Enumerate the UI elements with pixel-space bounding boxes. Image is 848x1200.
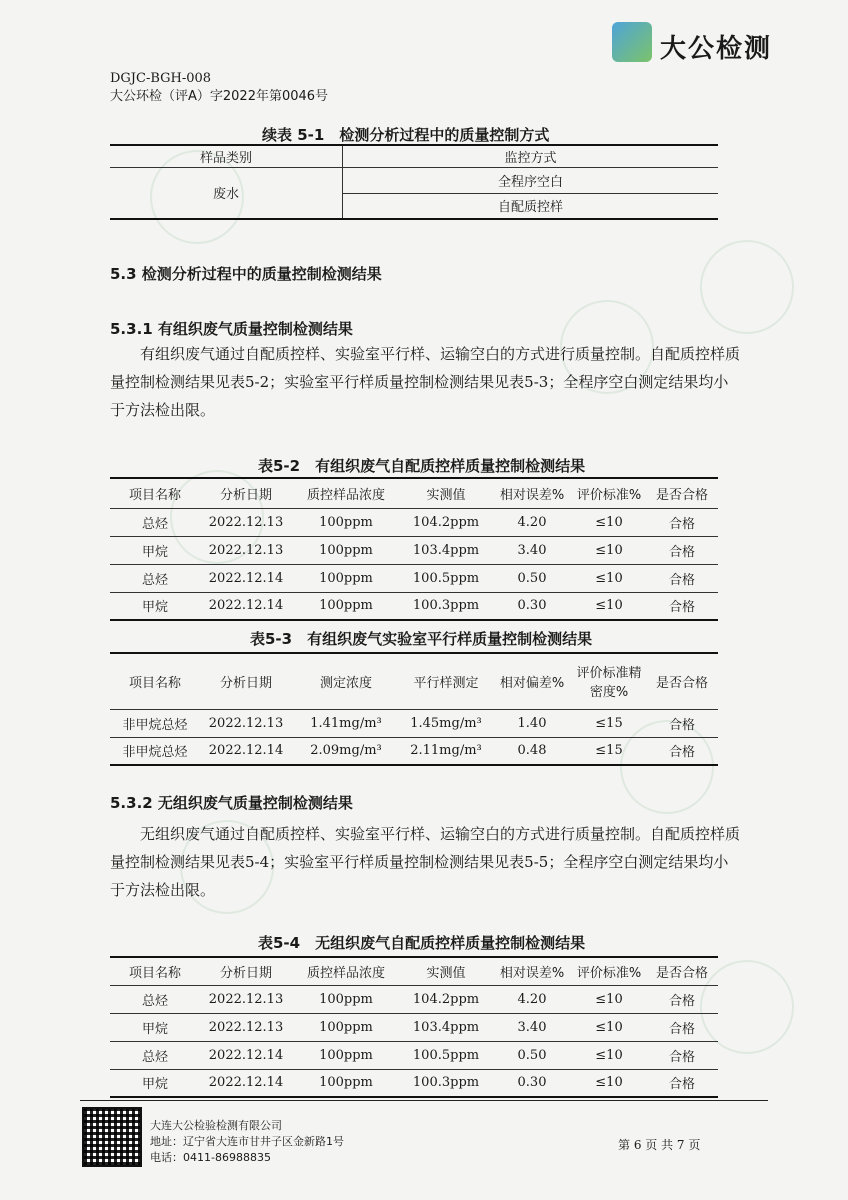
table-cell: 废水 bbox=[110, 167, 343, 219]
table-cell: 总烃 bbox=[110, 508, 200, 536]
table-cell: 0.50 bbox=[492, 1041, 572, 1069]
table-cell: 0.48 bbox=[492, 737, 572, 765]
table-cell: 103.4ppm bbox=[400, 1013, 492, 1041]
table-cell: 合格 bbox=[646, 592, 718, 620]
table-5-2-caption: 表5-2 有组织废气自配质控样质量控制检测结果 bbox=[258, 457, 586, 475]
table-header: 是否合格 bbox=[646, 957, 718, 985]
table-cell: 自配质控样 bbox=[497, 200, 563, 216]
table-row bbox=[110, 1069, 718, 1097]
table-cell: 100.3ppm bbox=[400, 1069, 492, 1097]
table-row bbox=[110, 508, 718, 536]
table-header: 样品类别 bbox=[110, 145, 343, 167]
table-cell: 总烃 bbox=[110, 1041, 200, 1069]
table-cell: 合格 bbox=[646, 1041, 718, 1069]
table-cell: ≤10 bbox=[572, 536, 646, 564]
section-5-3-1-paragraph: 有组织废气通过自配质控样、实验室平行样、运输空白的方式进行质量控制。自配质控样质量控制检测结果见表5-2；实验室平行样质量控制检测结果见表5-3；全程序空白测定结果均小于方法检出限。 bbox=[110, 345, 741, 419]
table-row bbox=[110, 592, 718, 620]
table-header: 实测值 bbox=[400, 478, 492, 508]
table-cell: 合格 bbox=[646, 1069, 718, 1097]
table-cell: 2022.12.13 bbox=[200, 536, 292, 564]
table-cell: 1.40 bbox=[492, 709, 572, 737]
table-cell: 100ppm bbox=[292, 592, 400, 620]
logo-icon bbox=[612, 22, 652, 62]
table-cell: 4.20 bbox=[492, 508, 572, 536]
table-cell: 1.41mg/m³ bbox=[292, 709, 400, 737]
table-cell: 全程序空白 bbox=[343, 167, 719, 193]
table-cell: ≤15 bbox=[572, 737, 646, 765]
footer-company: 大连大公检验检测有限公司 bbox=[150, 1119, 282, 1132]
watermark-icon bbox=[685, 225, 810, 350]
table-cell: 100ppm bbox=[292, 985, 400, 1013]
table-cell: 2022.12.14 bbox=[200, 1041, 292, 1069]
table-cell: 104.2ppm bbox=[400, 508, 492, 536]
table-cell: 100ppm bbox=[292, 1013, 400, 1041]
table-5-4 bbox=[110, 956, 718, 1098]
table-cell: 2022.12.13 bbox=[200, 508, 292, 536]
table-cell: 2022.12.13 bbox=[200, 985, 292, 1013]
table-5-2 bbox=[110, 477, 718, 621]
table-cell: 100ppm bbox=[292, 564, 400, 592]
table-cell: 2022.12.14 bbox=[200, 1069, 292, 1097]
table-header: 分析日期 bbox=[200, 957, 292, 985]
table-5-4-caption: 表5-4 无组织废气自配质控样质量控制检测结果 bbox=[258, 934, 586, 952]
table-cell: 2022.12.13 bbox=[200, 1013, 292, 1041]
table-cell: 合格 bbox=[646, 737, 718, 765]
table-row bbox=[110, 564, 718, 592]
table-cell: ≤10 bbox=[572, 1041, 646, 1069]
table-cell: 0.30 bbox=[492, 592, 572, 620]
table-cell: 非甲烷总烃 bbox=[110, 737, 200, 765]
table-row bbox=[110, 737, 718, 765]
footer-phone: 电话：0411-86988835 bbox=[150, 1151, 271, 1164]
table-cell: 合格 bbox=[646, 564, 718, 592]
table-cell: 甲烷 bbox=[110, 1069, 200, 1097]
table-cell: 2.11mg/m³ bbox=[400, 737, 492, 765]
section-5-3-title: 5.3 检测分析过程中的质量控制检测结果 bbox=[110, 265, 382, 283]
table-cell: ≤10 bbox=[572, 1069, 646, 1097]
table-cell: 0.50 bbox=[492, 564, 572, 592]
table-cell: ≤10 bbox=[572, 1013, 646, 1041]
table-5-1 bbox=[110, 144, 718, 220]
table-header: 相对偏差% bbox=[492, 653, 572, 709]
table-header: 实测值 bbox=[400, 957, 492, 985]
table-cell: ≤10 bbox=[572, 592, 646, 620]
table-header: 是否合格 bbox=[646, 653, 718, 709]
qr-code-icon bbox=[82, 1107, 142, 1167]
table-header: 监控方式 bbox=[343, 145, 719, 167]
table-5-3 bbox=[110, 652, 718, 766]
table-5-3-caption: 表5-3 有组织废气实验室平行样质量控制检测结果 bbox=[250, 630, 593, 648]
table-row bbox=[110, 536, 718, 564]
table-cell: 4.20 bbox=[492, 985, 572, 1013]
table-cell: 合格 bbox=[646, 1013, 718, 1041]
table-cell: 1.45mg/m³ bbox=[400, 709, 492, 737]
table-row bbox=[110, 1041, 718, 1069]
table-header: 质控样品浓度 bbox=[292, 478, 400, 508]
table-cell: 3.40 bbox=[492, 1013, 572, 1041]
table-cell: ≤10 bbox=[572, 508, 646, 536]
table-header: 项目名称 bbox=[110, 653, 200, 709]
table-header: 相对误差% bbox=[492, 957, 572, 985]
table-cell: 非甲烷总烃 bbox=[110, 709, 200, 737]
table-cell: 100.3ppm bbox=[400, 592, 492, 620]
table-cell: 总烃 bbox=[110, 985, 200, 1013]
table-header: 分析日期 bbox=[200, 653, 292, 709]
table-cell: 甲烷 bbox=[110, 536, 200, 564]
section-5-3-2-paragraph: 无组织废气通过自配质控样、实验室平行样、运输空白的方式进行质量控制。自配质控样质量控制检测结果见表5-4；实验室平行样质量控制检测结果见表5-5；全程序空白测定结果均小于方法检出限。 bbox=[110, 825, 741, 899]
table-cell: ≤10 bbox=[572, 564, 646, 592]
table-cell: 100ppm bbox=[292, 1041, 400, 1069]
table-cell: 2.09mg/m³ bbox=[292, 737, 400, 765]
doc-code: DGJC-BGH-008 bbox=[110, 71, 212, 86]
table-cell: 2022.12.13 bbox=[200, 709, 292, 737]
section-5-3-1-title: 5.3.1 有组织废气质量控制检测结果 bbox=[110, 320, 353, 338]
table-cell: 104.2ppm bbox=[400, 985, 492, 1013]
table-header: 评价标准精密度% bbox=[572, 653, 646, 709]
table-cell: ≤10 bbox=[572, 985, 646, 1013]
table-cell: 总烃 bbox=[110, 564, 200, 592]
table-cell: 3.40 bbox=[492, 536, 572, 564]
table-cell: 103.4ppm bbox=[400, 536, 492, 564]
table-cell: 合格 bbox=[646, 985, 718, 1013]
table-cell: ≤15 bbox=[572, 709, 646, 737]
table-cell: 0.30 bbox=[492, 1069, 572, 1097]
table-header: 相对误差% bbox=[492, 478, 572, 508]
table-row bbox=[110, 709, 718, 737]
table-cell: 2022.12.14 bbox=[200, 737, 292, 765]
table-cell: 100ppm bbox=[292, 1069, 400, 1097]
table-header: 分析日期 bbox=[200, 478, 292, 508]
report-number: 大公环检（评A）字2022年第0046号 bbox=[110, 89, 329, 104]
table-header: 是否合格 bbox=[646, 478, 718, 508]
table-header: 平行样测定 bbox=[400, 653, 492, 709]
table-header: 评价标准% bbox=[572, 957, 646, 985]
table-cell: 100.5ppm bbox=[400, 1041, 492, 1069]
table-cell: 甲烷 bbox=[110, 1013, 200, 1041]
table-row bbox=[110, 1013, 718, 1041]
table-header: 测定浓度 bbox=[292, 653, 400, 709]
table-header: 质控样品浓度 bbox=[292, 957, 400, 985]
table-cell: 合格 bbox=[646, 709, 718, 737]
logo-text: 大公检测 bbox=[660, 34, 773, 64]
table-row bbox=[110, 985, 718, 1013]
table-cell: 甲烷 bbox=[110, 592, 200, 620]
page-number: 第 6 页 共 7 页 bbox=[618, 1138, 701, 1152]
table-cell: 合格 bbox=[646, 508, 718, 536]
footer-address: 地址：辽宁省大连市甘井子区金新路1号 bbox=[150, 1135, 344, 1148]
table-header: 评价标准% bbox=[572, 478, 646, 508]
table-header: 项目名称 bbox=[110, 957, 200, 985]
table-cell: 2022.12.14 bbox=[200, 592, 292, 620]
table-5-1-caption: 续表 5-1 检测分析过程中的质量控制方式 bbox=[262, 126, 550, 144]
table-cell: 2022.12.14 bbox=[200, 564, 292, 592]
table-cell: 合格 bbox=[646, 536, 718, 564]
table-cell: 100ppm bbox=[292, 508, 400, 536]
table-header: 项目名称 bbox=[110, 478, 200, 508]
section-5-3-2-title: 5.3.2 无组织废气质量控制检测结果 bbox=[110, 794, 353, 812]
table-cell: 100ppm bbox=[292, 536, 400, 564]
table-cell: 100.5ppm bbox=[400, 564, 492, 592]
